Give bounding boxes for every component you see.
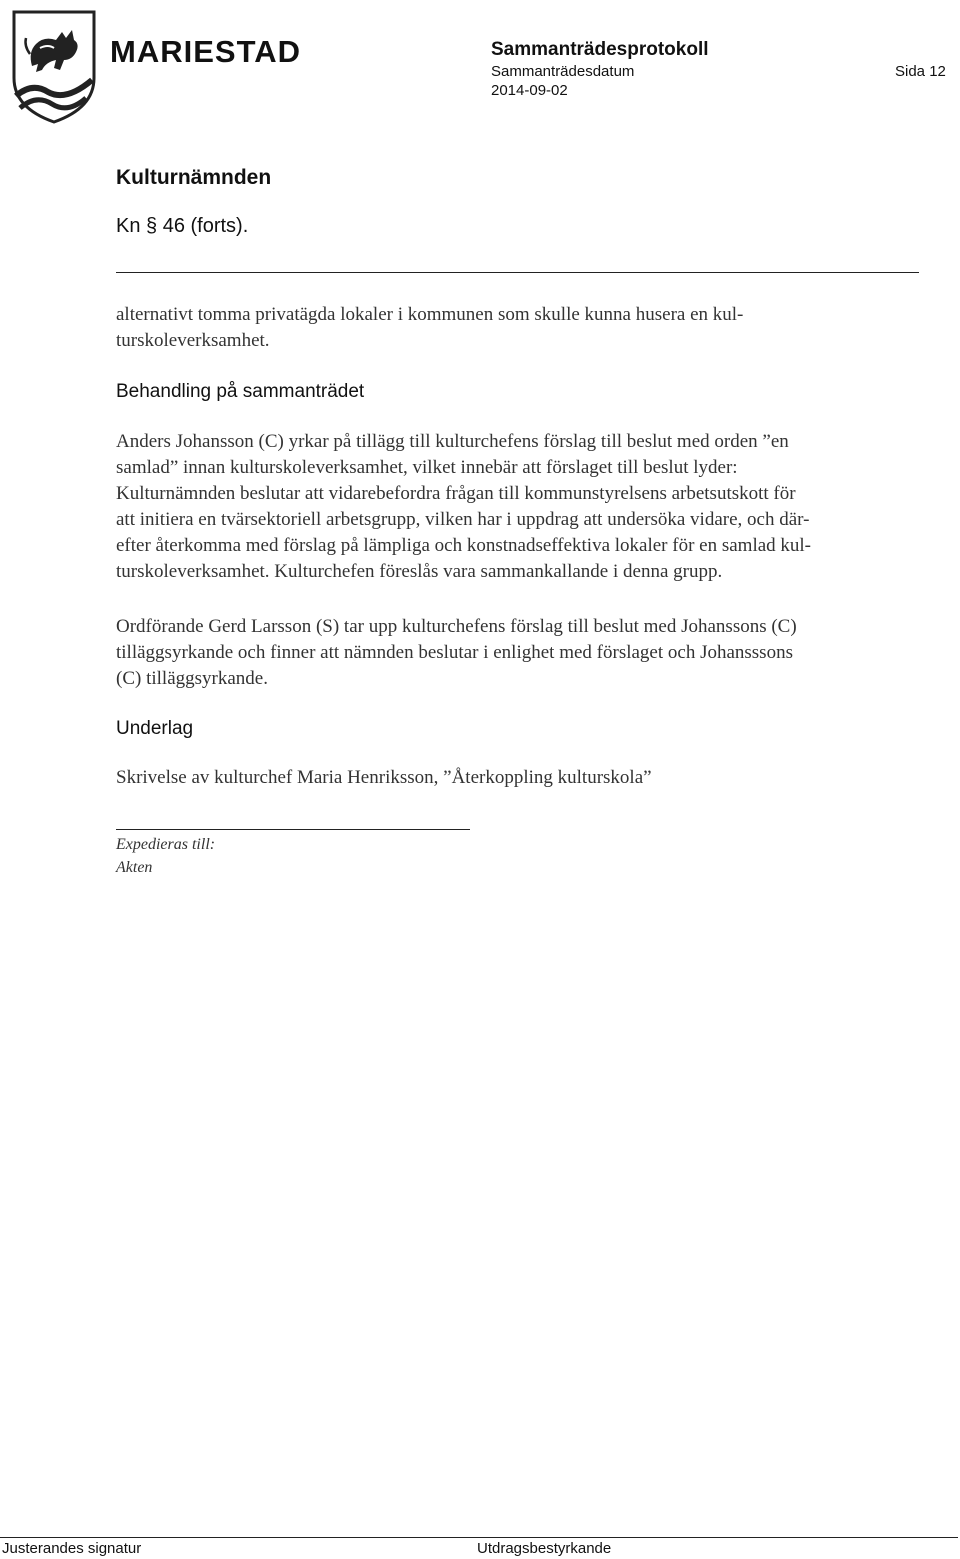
page-number: Sida 12 <box>895 63 946 80</box>
document-title: Sammanträdesprotokoll <box>491 39 709 60</box>
paragraph-line: Anders Johansson (C) yrkar på tillägg till kulturchefens förslag till beslut med orden ”en <box>116 431 789 452</box>
mariestad-crest-logo <box>10 8 98 126</box>
distribution-divider <box>116 829 470 830</box>
meeting-date: 2014-09-02 <box>491 82 568 99</box>
committee-heading: Kulturnämnden <box>116 166 272 189</box>
paragraph-line: Kulturnämnden beslutar att vidarebefordra frågan till kommunstyrelsens arbetsutskott för <box>116 483 796 504</box>
decision-paragraph <box>116 614 938 692</box>
logo-wordmark: MARIESTAD <box>110 34 301 69</box>
paragraph-line: att initiera en tvärsektoriell arbetsgrupp, vilken har i uppdrag att undersöka vidare, och där- <box>116 509 810 530</box>
paragraph-line: alternativt tomma privatägda lokaler i kommunen som skulle kunna husera en kul- <box>116 304 744 325</box>
item-reference: Kn § 46 (forts). <box>116 215 249 237</box>
section-heading-behandling: Behandling på sammanträdet <box>116 381 365 402</box>
paragraph-line: tilläggsyrkande och finner att nämnden beslutar i enlighet med förslaget och Johansssons <box>116 642 793 663</box>
distribution-label: Expedieras till: <box>116 836 216 853</box>
section-heading-underlag: Underlag <box>116 718 194 739</box>
intro-paragraph <box>116 302 938 354</box>
paragraph-line: (C) tilläggsyrkande. <box>116 668 268 689</box>
footer-extract-label: Utdragsbestyrkande <box>477 1540 612 1557</box>
footer-signature-label: Justerandes signatur <box>2 1540 142 1557</box>
section-divider <box>116 272 919 273</box>
meeting-date-label: Sammanträdesdatum <box>491 63 635 80</box>
paragraph-line: turskoleverksamhet. <box>116 330 270 351</box>
footer-divider <box>0 1537 958 1538</box>
distribution-item: Akten <box>116 859 153 876</box>
paragraph-line: samlad” innan kulturskoleverksamhet, vilket innebär att förslaget till beslut lyder: <box>116 457 738 478</box>
behandling-paragraph <box>116 429 938 585</box>
paragraph-line: efter återkomma med förslag på lämpliga och konstnadseffektiva lokaler för en samlad kul- <box>116 535 812 556</box>
paragraph-line: Ordförande Gerd Larsson (S) tar upp kulturchefens förslag till beslut med Johanssons (C) <box>116 616 797 637</box>
paragraph-line: turskoleverksamhet. Kulturchefen föreslås vara sammankallande i denna grupp. <box>116 561 723 582</box>
paragraph-line: Skrivelse av kulturchef Maria Henriksson, ”Återkoppling kulturskola” <box>116 767 652 788</box>
underlag-paragraph <box>116 765 938 791</box>
